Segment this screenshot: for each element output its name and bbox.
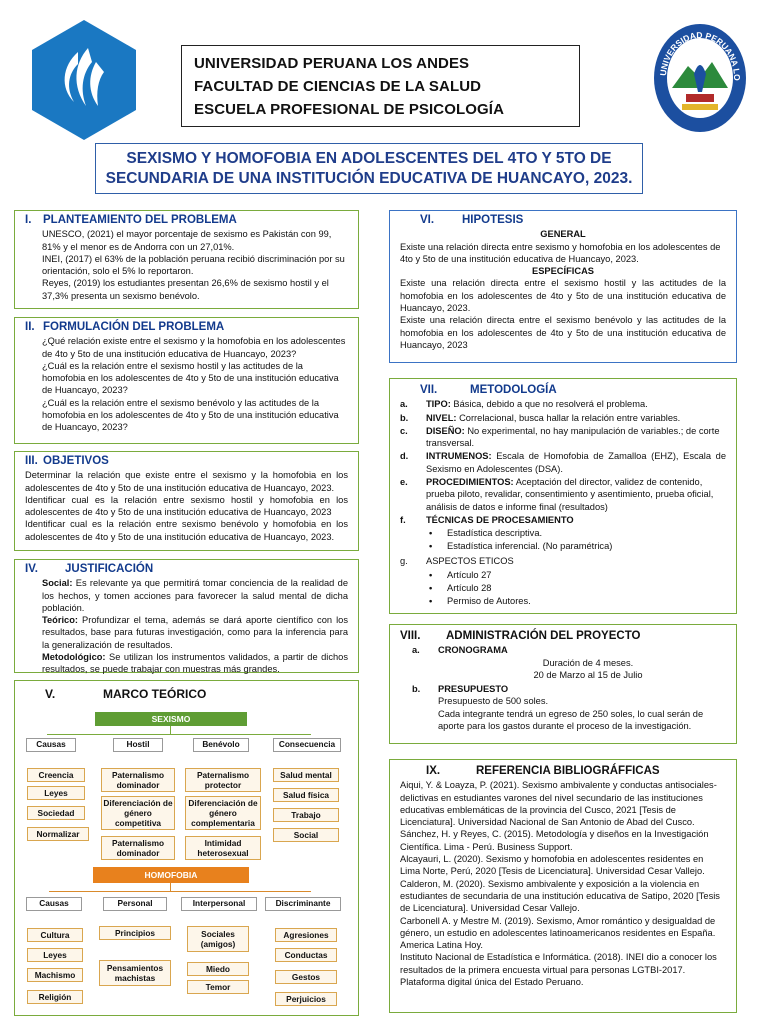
diagram-item: Principios	[99, 926, 171, 940]
connector	[49, 891, 311, 892]
seal-university-right	[652, 22, 748, 134]
paragraph: Identificar cual es la relación entre sexismo hostil y homofobia en los adolescentes de 4to y 5to de una institución educativa de Huancayo, 2023	[25, 494, 348, 518]
diagram-item: Paternalismo dominador	[101, 836, 175, 860]
list-item: g. ASPECTOS ETICOS	[400, 556, 514, 567]
connector	[170, 726, 171, 734]
diagram-item: Intimidad heterosexual	[185, 836, 261, 860]
diagram-item: Conductas	[275, 948, 337, 962]
bullet-item: • Artículo 28	[447, 582, 726, 595]
section-metodologia	[389, 378, 737, 614]
section-planteamiento	[14, 210, 359, 309]
section-heading: VIII. ADMINISTRACIÓN DEL PROYECTO	[400, 630, 641, 642]
list-item: b. NIVEL: Correlacional, busca hallar la relación entre variables.	[400, 412, 681, 423]
reference-item: Sánchez, H. y Reyes, C. (2015). Metodología y diseños en la Investigación Científica. Lima - Perú. Business Support.	[400, 829, 709, 852]
reference-item: Carbonell A. y Mestre M. (2019). Sexismo, Amor romántico y desigualdad de género, un estudio en adolescentes latinoamericanos residentes en España. America Latina Hoy.	[400, 915, 716, 951]
section-heading: I. PLANTEAMIENTO DEL PROBLEMA	[25, 214, 237, 226]
section-formulacion	[14, 317, 359, 444]
poster-title	[95, 143, 643, 194]
paragraph: Existe una relación directa entre el sexismo hostil y las actitudes de la homofobia en los adolescentes de 4to y 5to de una institución educativa de Huancayo, 2023.	[400, 278, 726, 314]
paragraph: Identificar cual es la relación entre sexismo benévolo y homofobia en los adolescentes de 4to y 5to de una institución educativa de Huancayo, 2023.	[25, 519, 348, 542]
diagram-item: Trabajo	[273, 808, 339, 822]
paragraph: 20 de Marzo al 15 de Julio	[533, 669, 643, 680]
paragraph: Cada integrante tendrá un egreso de 250 soles, lo cual serán de aporte para los gastos durante el proceso de la investigación.	[438, 708, 704, 732]
paragraph: Determinar la relación que existe entre el sexismo y la homofobia en los adolescentes de 4to y 5to de una institución educativa de Huancayo, 2023.	[25, 470, 348, 493]
section-referencias	[389, 759, 737, 1013]
reference-item: Instituto Nacional de Estadística e Informática. (2018). INEI dio a conocer los resultados de la primera encuesta virtual para personas LGTBI-2017. Plataforma digital única del Estado Peruano.	[400, 952, 717, 988]
reference-item: Calderon, M. (2020). Sexismo ambivalente y exposición a la violencia en estudiantes de secundaria de una institución educativa de Satipo, 2020 [Tesis de Licenciatura]. Universidad Cesar Vallejo.	[400, 878, 720, 914]
category-interpersonal: Interpersonal	[181, 897, 257, 911]
logo-university-left	[22, 18, 146, 142]
section-hipotesis	[389, 210, 737, 363]
list-item: d. INTRUMENOS: Escala de Homofobia de Zamalloa (EHZ), Escala de Sexismo en Adolescentes (DSA).	[400, 451, 726, 474]
subheading-cronograma: a. CRONOGRAMA	[412, 645, 508, 656]
diagram-item: Salud física	[273, 788, 339, 802]
subheading-presupuesto: b. PRESUPUESTO	[412, 684, 509, 695]
diagram-item: Leyes	[27, 948, 83, 962]
reference-item: Aiqui, Y. & Loayza, P. (2021). Sexismo ambivalente y conductas antisociales-delictivas en estudiantes varones del nivel secundario de las instituciones educativas emblemáticas de la provincia del Cusco, 2021 [Tesis de Licenciatura]. Universidad Nacional de San Antonio de Abad del Cusco.	[400, 780, 717, 828]
diagram-item: Diferenciación de género complementaria	[185, 796, 261, 830]
diagram-item: Creencia	[27, 768, 85, 782]
paragraph: ¿Qué relación existe entre el sexismo y la homofobia en los adolescentes de 4to y 5to de una institución educativa de Huancayo, 2023?	[42, 336, 346, 359]
header-institution	[181, 45, 580, 127]
paragraph: ¿Cuál es la relación entre el sexismo benévolo y las actitudes de la homofobia en los adolescentes de 4to y 5to de una institución educativa de Huancayo, 2023?	[42, 397, 339, 433]
diagram-bar-sexismo: SEXISMO	[95, 712, 247, 726]
section-heading: V. MARCO TEÓRICO	[45, 687, 207, 701]
paragraph: Duración de 4 meses.	[542, 657, 634, 668]
section-heading: IV. JUSTIFICACIÓN	[25, 563, 154, 575]
bullet-item: • Estadística inferencial. (No paramétrica)	[447, 540, 726, 553]
diagram-item: Leyes	[27, 786, 85, 800]
diagram-item: Normalizar	[27, 827, 89, 841]
diagram-item: Diferenciación de género competitiva	[101, 796, 175, 830]
paragraph: INEI, (2017) el 63% de la población peruana recibió discriminación por su orientación, solo el 5% lo reportaron.	[42, 253, 345, 277]
diagram-bar-homofobia: HOMOFOBIA	[93, 867, 249, 883]
connector	[47, 734, 311, 735]
bullet-item: • Permiso de Autores.	[447, 595, 726, 608]
diagram-item: Perjuicios	[275, 992, 337, 1006]
list-item: a. TIPO: Básica, debido a que no resolverá el problema.	[400, 399, 648, 410]
section-heading: VI. HIPOTESIS	[420, 214, 524, 226]
diagram-item: Paternalismo protector	[185, 768, 261, 792]
paragraph: Teórico: Profundizar el tema, además se dará aporte científico con los resultados, base para futuras investigación, como para la inferencia para la generalización de resultados.	[42, 615, 348, 650]
section-administracion	[389, 624, 737, 744]
faculty-name: FACULTAD DE CIENCIAS DE LA SALUD	[194, 78, 482, 95]
subheading-especificas: ESPECÍFICAS	[532, 266, 594, 277]
category-benevolo: Benévolo	[193, 738, 249, 752]
paragraph: Reyes, (2019) los estudiantes presentan 26,6% de sexismo hostil y el 37,3% presenta un sexismo benévolo.	[42, 278, 329, 301]
diagram-item: Gestos	[275, 970, 337, 984]
list-item: c. DISEÑO: No experimental, no hay manipulación de variables.; de corte transversal.	[400, 425, 720, 449]
paragraph: Social: Es relevante ya que permitirá tomar conciencia de la realidad de los hechos, y tomen acciones para favorecer la salud mental de dicha población.	[42, 578, 348, 613]
paragraph: UNESCO, (2021) el mayor porcentaje de sexismo es Pakistán con 99, 81% y el menor es de Andorra con un 27,01%.	[42, 229, 332, 252]
title-line-1: SEXISMO Y HOMOFOBIA EN ADOLESCENTES DEL 4TO Y 5TO DE	[126, 150, 612, 167]
diagram-item: Pensamientos machistas	[99, 960, 171, 986]
diagram-item: Sociales (amigos)	[187, 926, 249, 952]
diagram-item: Paternalismo dominador	[101, 768, 175, 792]
seal-text: UNIVERSIDAD PERUANA LO	[657, 29, 743, 81]
category-consecuencia: Consecuencia	[273, 738, 341, 752]
bullet-item: • Estadística descriptiva.	[447, 527, 726, 540]
section-heading: IX. REFERENCIA BIBLIOGRÁFFICAS	[426, 765, 660, 777]
section-heading: II. FORMULACIÓN DEL PROBLEMA	[25, 321, 225, 333]
list-item: e. PROCEDIMIENTOS: Aceptación del director, validez de contenido, prueba piloto, revalidar, consentimiento y asentimiento, prueba oficial, análisis de datos e informe final (resultados)	[400, 477, 714, 512]
paragraph: Presupuesto de 500 soles.	[438, 696, 549, 707]
paragraph: Existe una relación directa entre el sexismo benévolo y las actitudes de la homofobia en los adolescentes de 4to y 5to de una institución educativa de Huancayo, 2023	[400, 315, 726, 350]
diagram-item: Sociedad	[27, 806, 85, 820]
list-item: f. TÉCNICAS DE PROCESAMIENTO	[400, 514, 574, 525]
paragraph: Metodológico: Se utilizan los instrumentos validados, a partir de dichos resultados, se puede trabajar con muestras más grandes.	[42, 652, 348, 675]
paragraph: ¿Cuál es la relación entre el sexismo hostil y las actitudes de la homofobia en los adolescentes de 4to y 5to de una institución educativa de Huancayo, 2023?	[42, 360, 339, 396]
section-marco-teorico	[14, 680, 359, 1016]
category-hostil: Hostil	[113, 738, 163, 752]
university-name: UNIVERSIDAD PERUANA LOS ANDES	[194, 55, 470, 72]
category-personal: Personal	[103, 897, 167, 911]
diagram-item: Agresiones	[275, 928, 337, 942]
diagram-item: Temor	[187, 980, 249, 994]
reference-item: Alcayauri, L. (2020). Sexismo y homofobia en adolescentes residentes en Lima Norte, Perú, 2020 [Tesis de Licenciatura]. Universidad Cesar Vallejo.	[400, 854, 705, 877]
subheading-general: GENERAL	[540, 229, 586, 240]
diagram-item: Cultura	[27, 928, 83, 942]
category-causas: Causas	[26, 738, 76, 752]
title-line-2: SECUNDARIA DE UNA INSTITUCIÓN EDUCATIVA DE HUANCAYO, 2023.	[105, 170, 633, 187]
section-heading: VII. METODOLOGÍA	[420, 384, 557, 396]
category-causas: Causas	[26, 897, 82, 911]
section-heading: III. OBJETIVOS	[25, 455, 109, 467]
diagram-item: Miedo	[187, 962, 249, 976]
paragraph: Existe una relación directa entre sexismo y homofobia en los adolescentes de 4to y 5to de una institución educativa de Huancayo, 2023.	[400, 241, 721, 264]
diagram-item: Salud mental	[273, 768, 339, 782]
diagram-item: Machismo	[27, 968, 83, 982]
connector	[170, 883, 171, 891]
bullet-item: • Artículo 27	[447, 569, 726, 582]
diagram-item: Religión	[27, 990, 83, 1004]
school-name: ESCUELA PROFESIONAL DE PSICOLOGÍA	[194, 101, 505, 118]
diagram-item: Social	[273, 828, 339, 842]
category-discriminante: Discriminante	[265, 897, 341, 911]
section-justificacion	[14, 559, 359, 673]
reference-list	[400, 779, 726, 988]
section-objetivos	[14, 451, 359, 551]
